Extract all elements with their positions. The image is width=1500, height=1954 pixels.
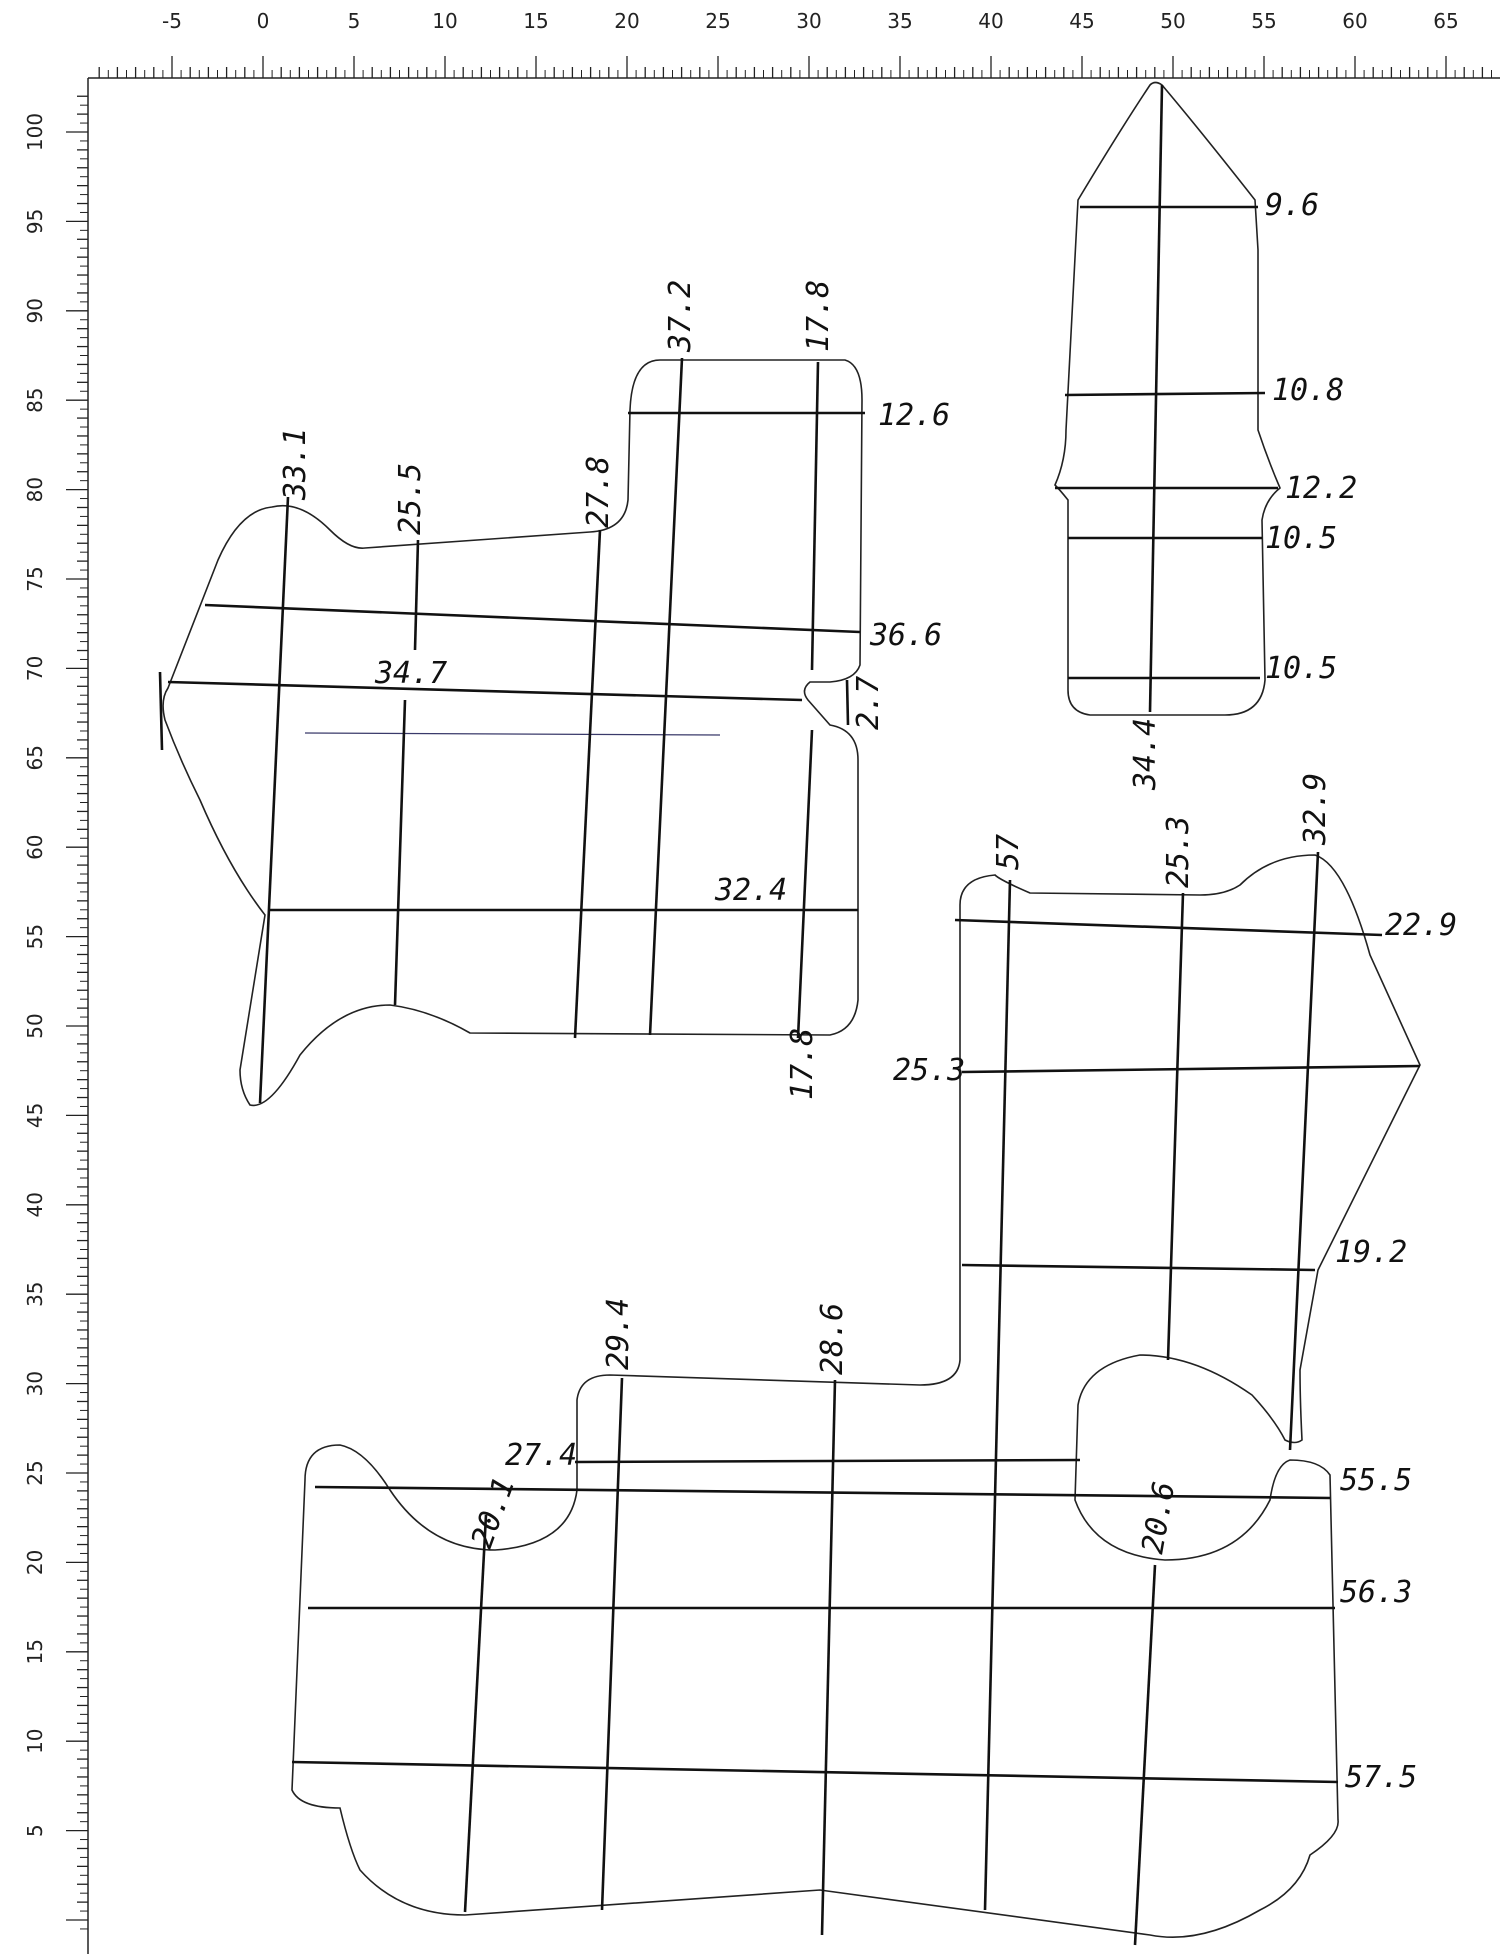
label-2-7: 2.7: [851, 675, 886, 730]
top-ruler-label: 0: [256, 9, 270, 33]
label-9-6: 9.6: [1265, 188, 1320, 223]
top-ruler-label: 40: [978, 9, 1004, 33]
label-27-8: 27.8: [581, 455, 616, 528]
left-ruler-label: 25: [23, 1460, 47, 1486]
label-27-4: 27.4: [505, 1438, 578, 1473]
top-ruler-label: 45: [1069, 9, 1095, 33]
label-32-4: 32.4: [715, 873, 788, 908]
top-ruler-label: 15: [523, 9, 549, 33]
top-ruler-label: 35: [887, 9, 913, 33]
label-10-5-upper: 10.5: [1265, 521, 1338, 556]
label-20-1: 20.1: [464, 1472, 523, 1553]
label-17-8-top: 17.8: [801, 279, 836, 352]
left-ruler-label: 85: [23, 387, 47, 413]
left-ruler-label: 90: [23, 298, 47, 324]
top-ruler-label: 10: [432, 9, 458, 33]
left-ruler-label: 35: [23, 1281, 47, 1307]
label-25-5: 25.5: [393, 462, 428, 535]
left-ruler-label: 70: [23, 655, 47, 682]
label-25-3-top: 25.3: [1161, 815, 1196, 888]
label-22-9: 22.9: [1385, 908, 1458, 943]
label-25-3-side: 25.3: [893, 1053, 966, 1088]
label-55-5: 55.5: [1340, 1463, 1413, 1498]
left-ruler-label: 15: [23, 1639, 47, 1665]
label-34-7: 34.7: [375, 656, 448, 691]
label-29-4: 29.4: [601, 1297, 636, 1370]
left-ruler-label: 45: [23, 1102, 47, 1129]
left-ruler-label: 80: [23, 476, 47, 503]
label-20-6: 20.6: [1135, 1479, 1183, 1557]
label-56-3: 56.3: [1340, 1575, 1413, 1610]
label-10-8: 10.8: [1272, 373, 1345, 408]
left-ruler-label: 10: [23, 1728, 47, 1754]
label-32-9: 32.9: [1298, 772, 1333, 845]
left-ruler-label: 100: [23, 112, 47, 152]
top-ruler-label: -5: [162, 9, 182, 33]
top-ruler-label: 25: [705, 9, 731, 33]
label-12-6: 12.6: [878, 398, 951, 433]
label-28-6: 28.6: [815, 1302, 850, 1375]
label-17-8-bottom: 17.8: [785, 1027, 820, 1100]
label-34-4: 34.4: [1128, 717, 1163, 790]
label-37-2: 37.2: [663, 279, 698, 352]
left-ruler-label: 40: [23, 1192, 47, 1218]
top-ruler-label: 30: [796, 9, 822, 33]
label-12-2: 12.2: [1285, 471, 1358, 506]
left-ruler-label: 95: [23, 208, 47, 235]
left-ruler-label: 5: [23, 1824, 47, 1837]
top-ruler-label: 60: [1342, 9, 1368, 33]
left-ruler-label: 55: [23, 923, 47, 950]
top-ruler-label: 20: [614, 9, 640, 33]
left-ruler-label: 50: [23, 1013, 47, 1039]
label-57: 57: [991, 833, 1026, 870]
top-ruler-label: 55: [1251, 9, 1277, 33]
label-10-5-lower: 10.5: [1265, 651, 1338, 686]
left-ruler-label: 20: [23, 1549, 47, 1576]
left-ruler-label: 30: [23, 1370, 47, 1397]
label-19-2: 19.2: [1335, 1235, 1408, 1270]
left-ruler-label: 75: [23, 566, 47, 592]
label-36-6: 36.6: [870, 618, 943, 653]
label-57-5: 57.5: [1345, 1760, 1418, 1795]
top-ruler-label: 50: [1160, 9, 1186, 33]
top-ruler-label: 65: [1433, 9, 1459, 33]
label-33-1: 33.1: [278, 427, 313, 500]
top-ruler-label: 5: [347, 9, 361, 33]
left-ruler-label: 65: [23, 745, 47, 771]
left-ruler-label: 60: [23, 834, 47, 860]
